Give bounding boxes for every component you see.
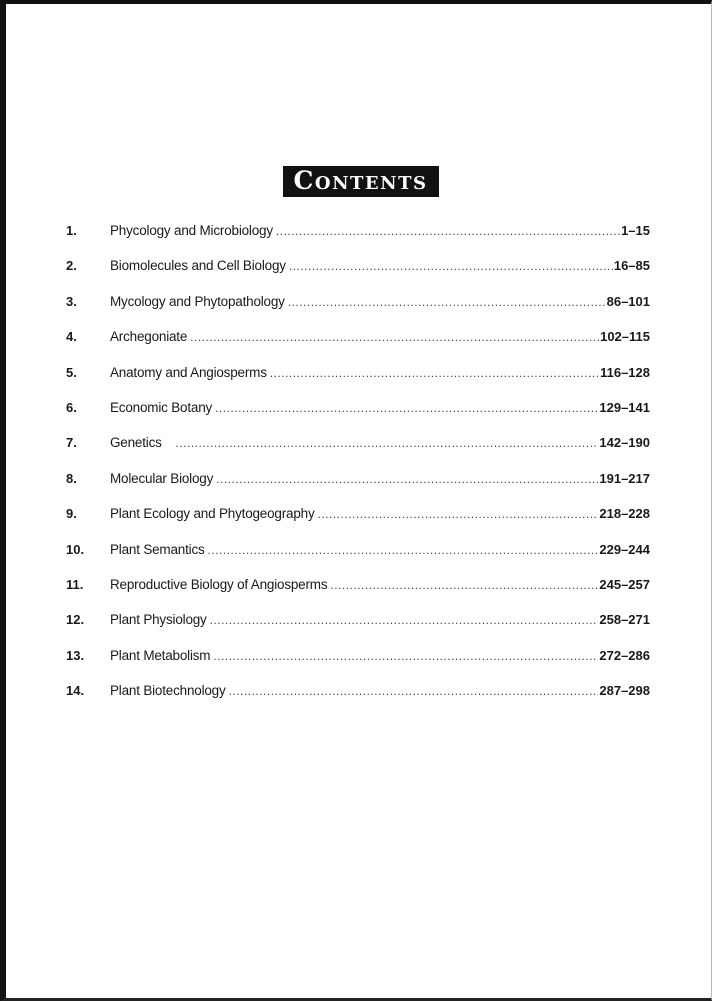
entry-title: Plant Ecology and Phytogeography [110,506,315,522]
toc-entry [66,577,650,612]
toc-entry [66,612,650,647]
entry-title: Plant Physiology [110,612,207,628]
entry-pages: 102–115 [600,329,650,345]
toc-entry [66,258,650,293]
entry-number: 5. [66,364,77,380]
entry-pages: 245–257 [599,576,650,592]
entry-pages: 86–101 [606,293,650,309]
contents-heading: Contents [283,166,439,197]
entry-pages: 16–85 [613,258,650,274]
dot-leader [318,507,599,521]
toc-entry [66,435,650,470]
entry-number: 1. [66,223,77,238]
entry-title: Phycology and Microbiology [110,223,273,238]
entry-pages: 142–190 [599,435,650,451]
entry-title: Anatomy and Angiosperms [110,364,267,380]
entry-pages: 116–128 [600,364,650,380]
dot-leader [330,578,598,592]
entry-number: 10. [66,541,85,557]
entry-number: 6. [66,399,77,415]
entry-pages: 272–286 [599,647,650,663]
dot-leader [216,472,598,486]
entry-title: Plant Semantics [110,541,205,557]
entry-number: 8. [66,470,77,486]
dot-leader [210,613,599,627]
entry-pages: 287–298 [599,683,650,699]
toc-entry [66,648,650,683]
entry-number: 2. [66,258,77,274]
entry-pages: 129–141 [599,399,650,415]
toc-entry [66,683,650,718]
toc-entry [66,223,650,258]
heading-container [6,166,711,197]
table-of-contents [66,223,650,718]
dot-leader [276,224,620,238]
entry-title: Genetics [110,435,162,451]
dot-leader [190,330,599,344]
entry-title: Economic Botany [110,399,213,415]
entry-number: 12. [66,612,85,628]
dot-leader [213,649,598,663]
entry-title: Plant Metabolism [110,647,211,663]
dot-leader [215,401,598,415]
entry-pages: 229–244 [599,541,650,557]
entry-pages: 191–217 [599,470,650,486]
entry-title: Biomolecules and Cell Biology [110,258,286,274]
entry-title: Plant Biotechnology [110,683,226,699]
entry-pages: 1–15 [621,223,650,238]
entry-number: 13. [66,647,85,663]
entry-title: Archegoniate [110,329,188,345]
entry-number: 14. [66,683,85,699]
entry-number: 3. [66,293,77,309]
entry-title: Molecular Biology [110,470,214,486]
dot-leader [208,543,599,557]
toc-entry [66,506,650,541]
dot-leader [270,366,599,380]
entry-title: Reproductive Biology of Angiosperms [110,576,328,592]
dot-leader [289,259,613,273]
toc-entry [66,365,650,400]
entry-pages: 258–271 [599,612,650,628]
dot-leader [229,684,599,698]
dot-leader [176,436,599,450]
toc-entry [66,471,650,506]
toc-entry [66,400,650,435]
entry-pages: 218–228 [599,506,650,522]
entry-number: 11. [66,576,84,592]
entry-title: Mycology and Phytopathology [110,293,285,309]
toc-entry [66,294,650,329]
entry-number: 7. [66,435,77,451]
toc-entry [66,329,650,364]
entry-number: 9. [66,506,77,522]
dot-leader [288,295,606,309]
toc-entry [66,542,650,577]
entry-number: 4. [66,329,77,345]
